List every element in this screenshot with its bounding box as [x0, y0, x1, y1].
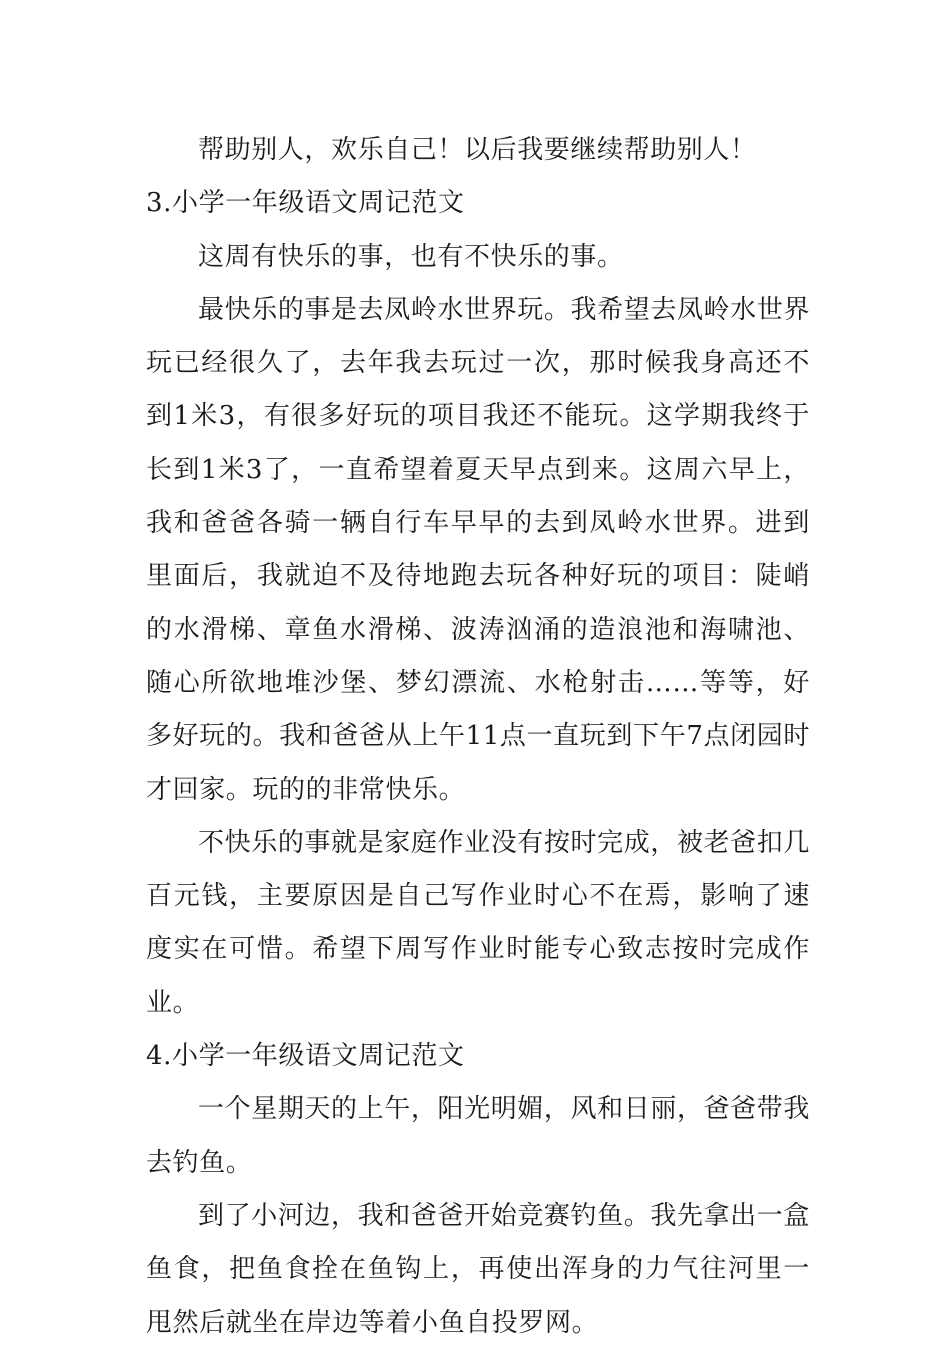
- section-heading-4: 4.小学一年级语文周记范文: [146, 1041, 465, 1072]
- document-page: [146, 124, 810, 1350]
- paragraph-sunday-fishing: 一个星期天的上午，阳光明媚，风和日丽，爸爸带我去钓鱼。: [146, 1094, 810, 1178]
- paragraph-homework: 不快乐的事就是家庭作业没有按时完成，被老爸扣几百元钱，主要原因是自己写作业时心不在焉，影响了速度实在可惜。希望下周写作业时能专心致志按时完成作业。: [146, 827, 810, 1018]
- section-heading-3: 3.小学一年级语文周记范文: [146, 188, 465, 219]
- paragraph-riverside: 到了小河边，我和爸爸开始竞赛钓鱼。我先拿出一盒鱼食，把鱼食拴在鱼钩上，再使出浑身的力气往河里一甩然后就坐在岸边等着小鱼自投罗网。: [146, 1200, 810, 1338]
- paragraph-help-others: 帮助别人，欢乐自己！以后我要继续帮助别人！: [198, 135, 757, 165]
- paragraph-water-world: 最快乐的事是去凤岭水世界玩。我希望去凤岭水世界玩已经很久了，去年我去玩过一次，那时候我身高还不到1米3，有很多好玩的项目我还不能玩。这学期我终于长到1米3了，一直希望着夏天早点到来。这周六早上，我和爸爸各骑一辆自行车早早的去到凤岭水世界。进到里面后，我就迫不及待地跑去玩各种好玩的项目：陡峭的水滑梯、章鱼水滑梯、波涛汹涌的造浪池和海啸池、随心所欲地堆沙堡、梦幻漂流、水枪射击……等等，好多好玩的。我和爸爸从上午11点一直玩到下午7点闭园时才回家。玩的的非常快乐。: [146, 294, 810, 805]
- paragraph-intro: 这周有快乐的事，也有不快乐的事。: [198, 241, 624, 272]
